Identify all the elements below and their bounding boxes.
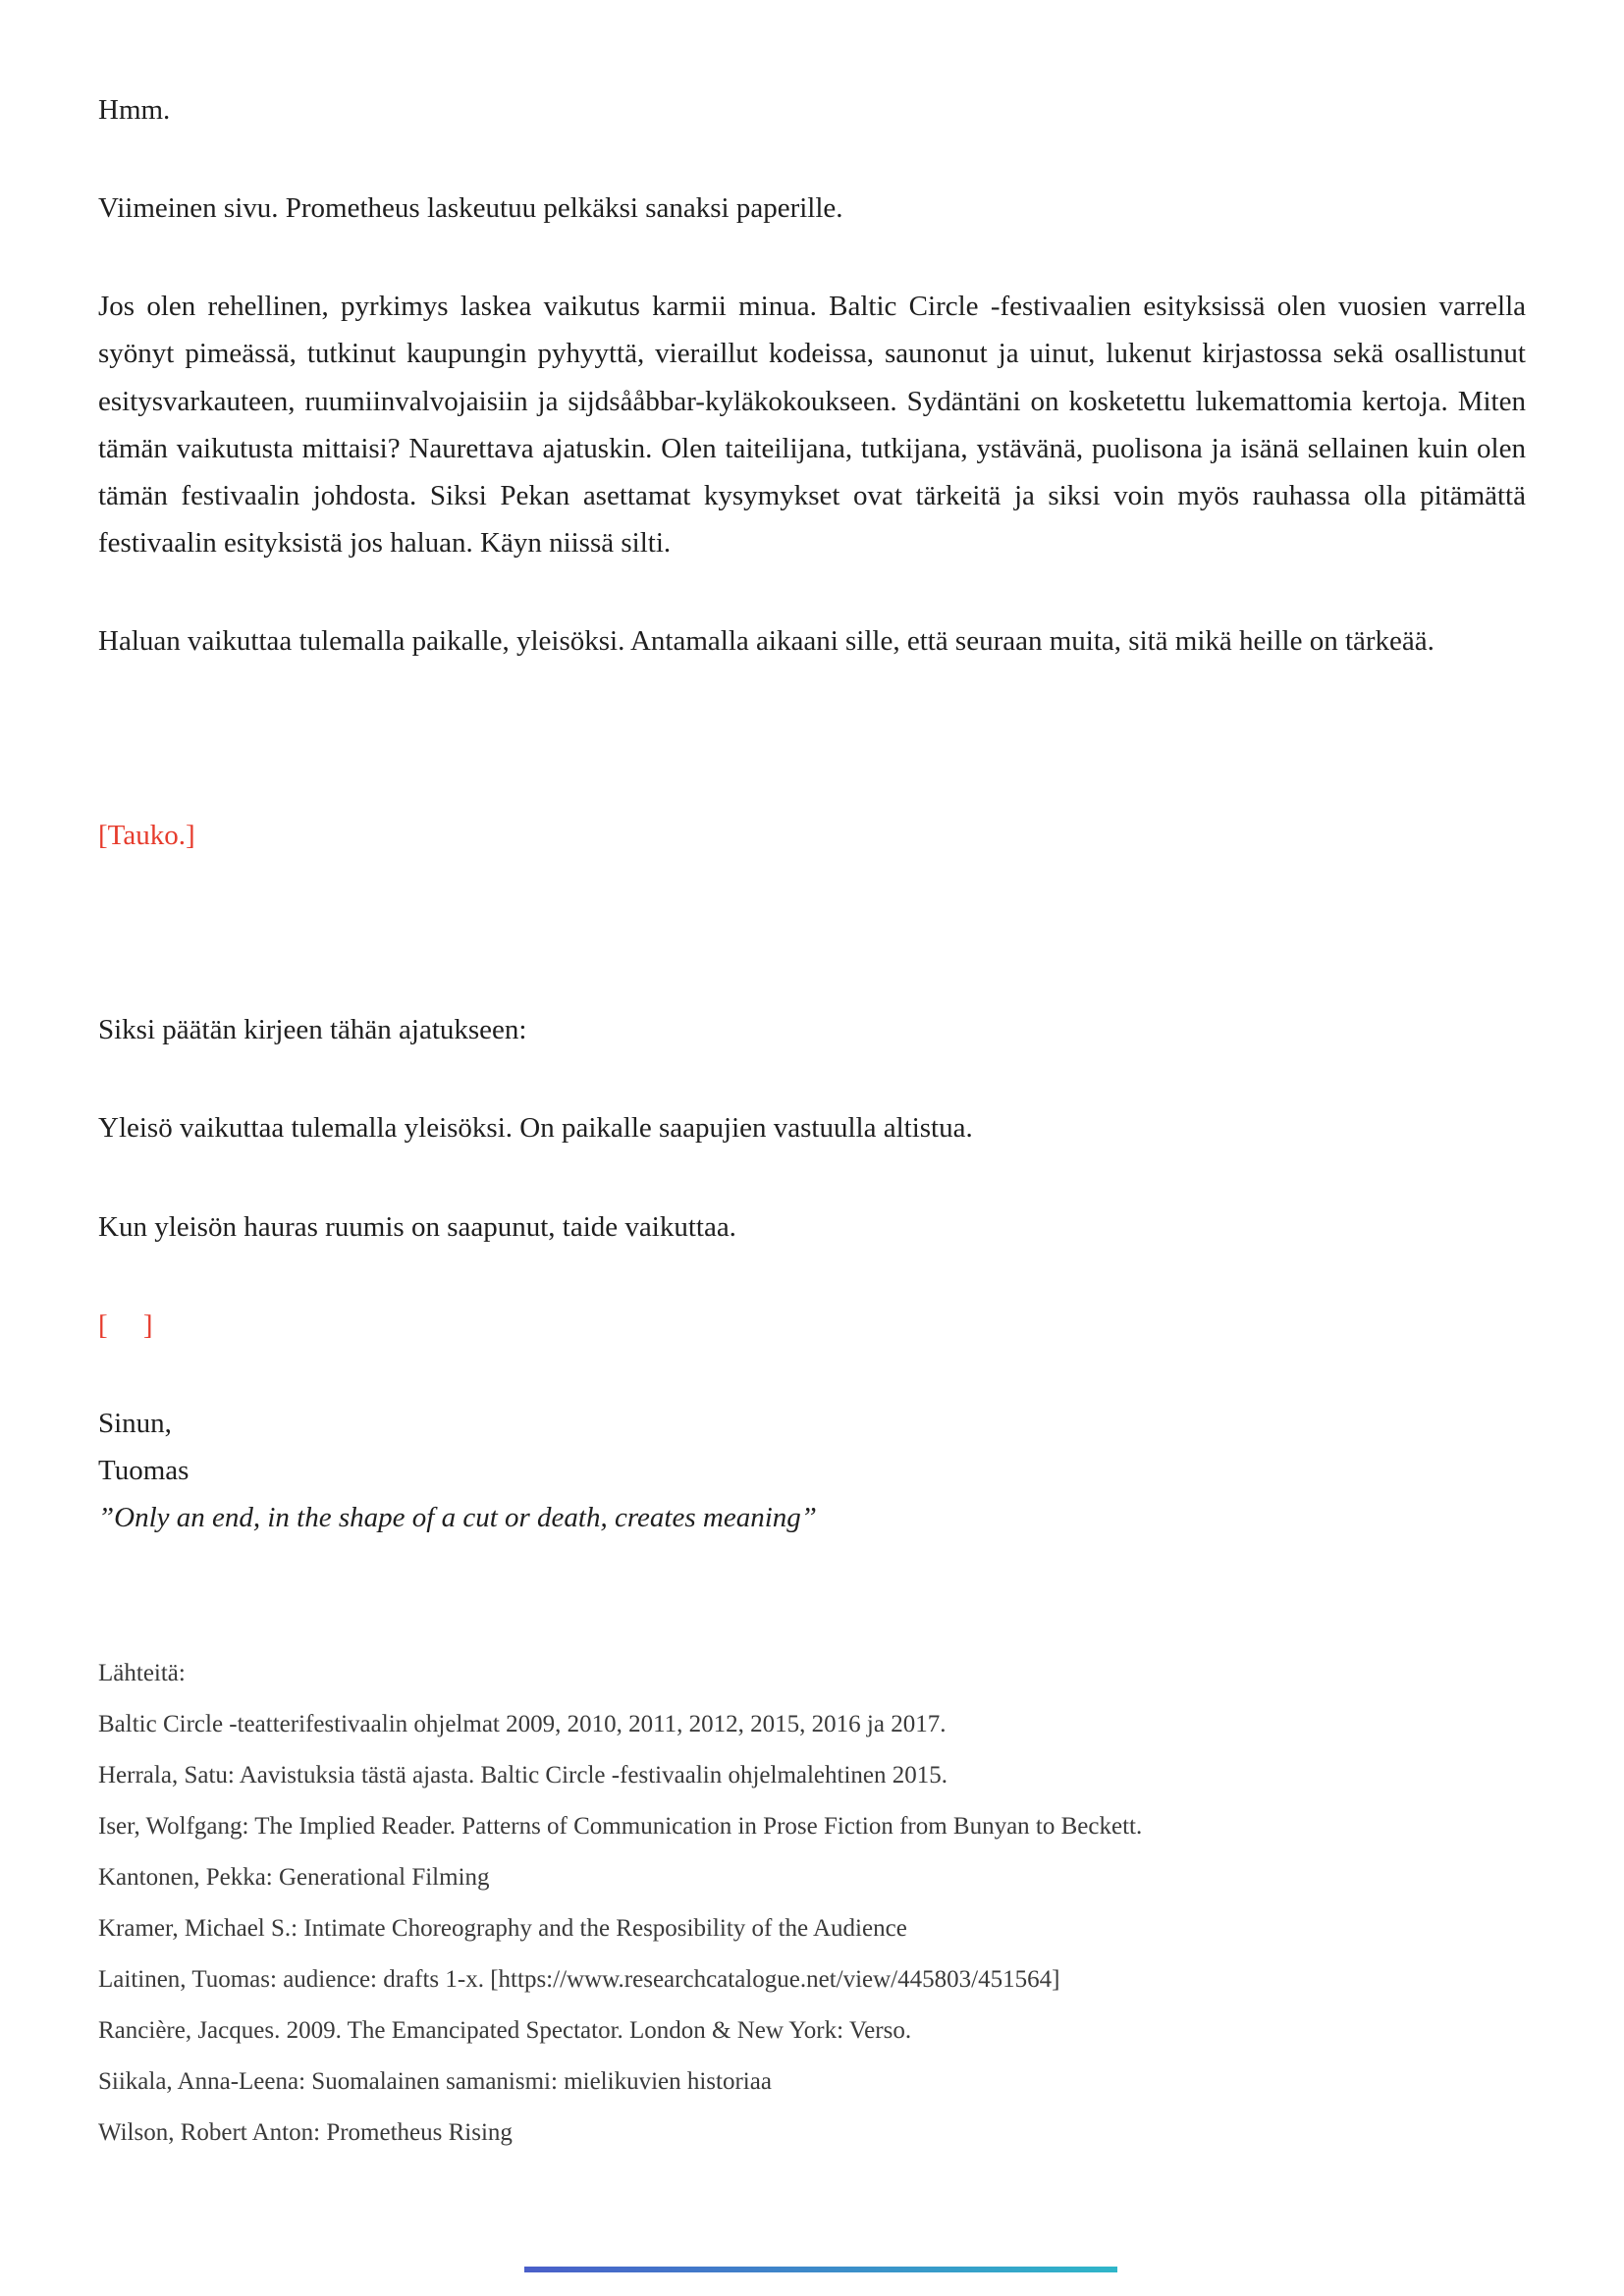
main-paragraph: Jos olen rehellinen, pyrkimys laskea vaikutus karmii minua. Baltic Circle -festivaalien esityksissä olen vuosien varrella syönyt pimeässä, tutkinut kaupungin pyhyyttä, vieraillut kodeissa, saunonut ja uinut, lukenut kirjastossa sekä osallistunut esitysvarkauteen, ruumiinvalvojaisiin ja sijdsååbbar-kyläkokoukseen. Sydäntäni on kosketettu lukemattomia kertoja. Miten tämän vaikutusta mittaisi? Naurettava ajatuskin. Olen taiteilijana, tutkijana, ystävänä, puolisona ja isänä sellainen kuin olen tämän festivaalin johdosta. Siksi Pekan asettamat kysymykset ovat tärkeitä ja siksi voin myös rauhassa olla pitämättä festivaalin esityksistä jos haluan. Käyn niissä silti. xyxy=(98,291,1526,559)
opening-line: Hmm. xyxy=(98,94,171,126)
thesis-line-2: Kun yleisön hauras ruumis on saapunut, taide vaikuttaa. xyxy=(98,1210,736,1243)
source-item: Wilson, Robert Anton: Prometheus Rising xyxy=(98,2119,513,2147)
sign-off-line: Sinun, xyxy=(98,1407,172,1439)
source-item: Kramer, Michael S.: Intimate Choreography and the Resposibility of the Audience xyxy=(98,1915,907,1943)
footer-gradient-bar xyxy=(524,2267,1117,2272)
source-item: Baltic Circle -teatterifestivaalin ohjelmat 2009, 2010, 2011, 2012, 2015, 2016 ja 2017. xyxy=(98,1711,947,1738)
source-item: Laitinen, Tuomas: audience: drafts 1-x. [https://www.researchcatalogue.net/view/445803/451564] xyxy=(98,1966,1060,1994)
signature-name: Tuomas xyxy=(98,1454,189,1486)
sources-heading: Lähteitä: xyxy=(98,1660,186,1687)
last-page-line: Viimeinen sivu. Prometheus laskeutuu pelkäksi sanaksi paperille. xyxy=(98,192,843,225)
source-item: Rancière, Jacques. 2009. The Emancipated Spectator. London & New York: Verso. xyxy=(98,2017,912,2045)
pause-marker: [Tauko.] xyxy=(98,820,195,852)
source-item: Siikala, Anna-Leena: Suomalainen samanismi: mielikuvien historiaa xyxy=(98,2068,772,2096)
source-item: Iser, Wolfgang: The Implied Reader. Patterns of Communication in Prose Fiction from Bunyan to Beckett. xyxy=(98,1813,1143,1841)
signature-block xyxy=(98,1400,1526,1541)
sources-section xyxy=(98,1659,1526,2148)
source-item: Herrala, Satu: Aavistuksia tästä ajasta. Baltic Circle -festivaalin ohjelmalehtinen 2015. xyxy=(98,1762,948,1789)
closing-quote: ”Only an end, in the shape of a cut or death, creates meaning” xyxy=(98,1502,817,1533)
closing-thought-intro: Siksi päätän kirjeen tähän ajatukseen: xyxy=(98,1014,527,1046)
haluan-paragraph: Haluan vaikuttaa tulemalla paikalle, yleisöksi. Antamalla aikaani sille, että seuraan muita, sitä mikä heille on tärkeää. xyxy=(98,625,1435,657)
source-item: Kantonen, Pekka: Generational Filming xyxy=(98,1864,490,1892)
empty-brackets-marker: [ ] xyxy=(98,1308,153,1341)
thesis-line-1: Yleisö vaikuttaa tulemalla yleisöksi. On paikalle saapujien vastuulla altistua. xyxy=(98,1112,973,1145)
